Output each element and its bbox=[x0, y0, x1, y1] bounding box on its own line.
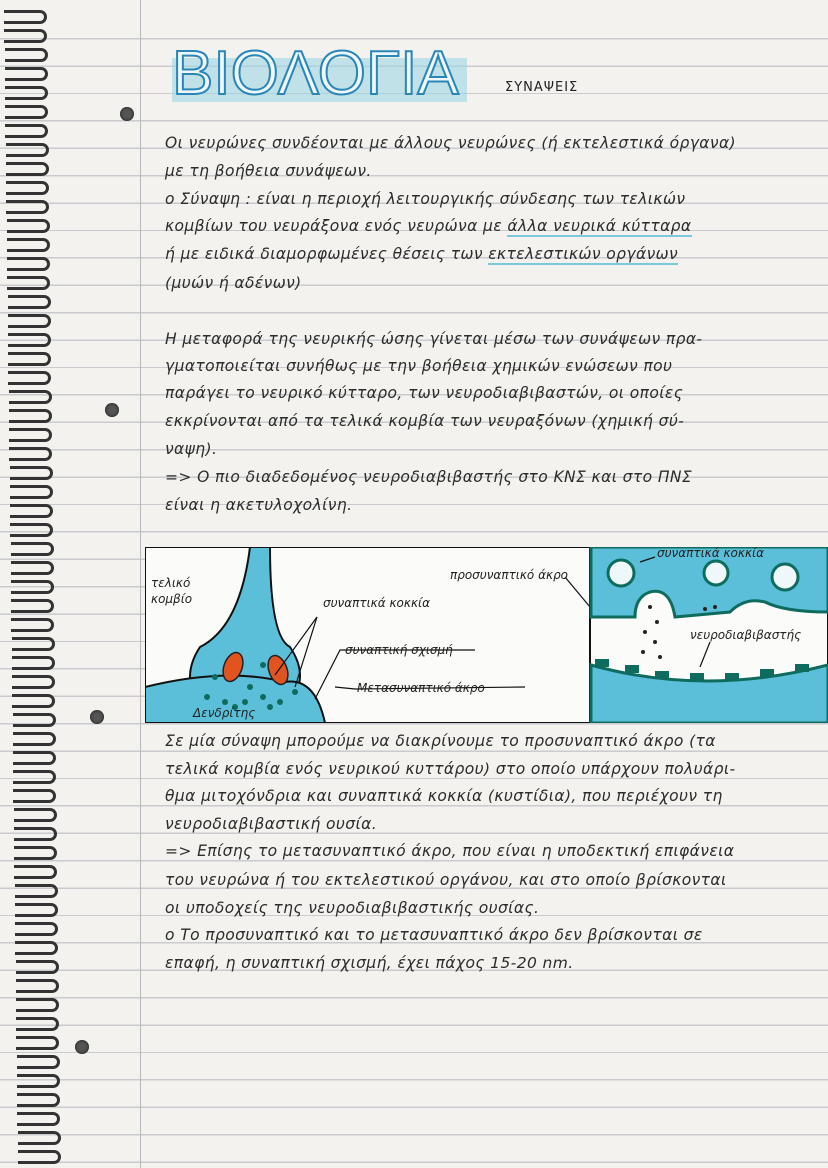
synapse-diagram bbox=[145, 547, 828, 723]
spiral-coil bbox=[10, 523, 53, 537]
underlined-text: άλλα νευρικά κύτταρα bbox=[507, 217, 692, 235]
text-line: επαφή, η συναπτική σχισμή, έχει πάχος 15-20 nm. bbox=[165, 954, 574, 972]
spiral-coil bbox=[6, 162, 49, 176]
spiral-coil bbox=[17, 1093, 60, 1107]
label-terminal-2: κομβίο bbox=[151, 592, 193, 606]
spiral-coil bbox=[17, 1055, 60, 1069]
spiral-coil bbox=[12, 675, 55, 689]
spiral-coil bbox=[15, 903, 58, 917]
spiral-coil bbox=[11, 599, 54, 613]
text-line: => Επίσης το μετασυναπτικό άκρο, που είναι η υποδεκτική επιφάνεια bbox=[165, 842, 735, 860]
spiral-coil bbox=[15, 922, 58, 936]
spiral-coil bbox=[14, 846, 57, 860]
spiral-coil bbox=[11, 542, 54, 556]
label-pre: προσυναπτικό άκρο bbox=[450, 568, 569, 582]
punch-hole bbox=[105, 403, 119, 417]
text-line: τελικά κομβία ενός νευρικού κυττάρου) στο οποίο υπάρχουν πολυάρι- bbox=[165, 760, 736, 778]
spiral-coil bbox=[5, 124, 48, 138]
spiral-coil bbox=[16, 979, 59, 993]
spiral-coil bbox=[13, 713, 56, 727]
spiral-coil bbox=[4, 10, 47, 24]
spiral-binding bbox=[0, 0, 60, 1168]
spiral-coil bbox=[11, 618, 54, 632]
spiral-coil bbox=[8, 314, 51, 328]
spiral-coil bbox=[13, 770, 56, 784]
spiral-coil bbox=[7, 276, 50, 290]
spiral-coil bbox=[9, 428, 52, 442]
page-title: ΒΙΟΛΟΓΙΑ bbox=[172, 39, 459, 108]
label-dendrite: Δενδρίτης bbox=[193, 706, 256, 720]
spiral-coil bbox=[7, 238, 50, 252]
spiral-coil bbox=[18, 1150, 61, 1164]
spiral-coil bbox=[7, 219, 50, 233]
spiral-coil bbox=[8, 352, 51, 366]
text-line bbox=[165, 245, 678, 263]
label-neurotransmitter: νευροδιαβιβαστής bbox=[690, 628, 802, 642]
spiral-coil bbox=[14, 808, 57, 822]
spiral-coil bbox=[11, 580, 54, 594]
spiral-coil bbox=[17, 1074, 60, 1088]
text-line: του νευρώνα ή του εκτελεστικού οργάνου, και στο οποίο βρίσκονται bbox=[165, 871, 727, 889]
spiral-coil bbox=[9, 447, 52, 461]
spiral-coil bbox=[6, 181, 49, 195]
spiral-coil bbox=[10, 485, 53, 499]
spiral-coil bbox=[12, 637, 55, 651]
label-cleft: συναπτική σχισμή bbox=[345, 643, 453, 657]
spiral-coil bbox=[6, 143, 49, 157]
spiral-coil bbox=[14, 865, 57, 879]
text-line: παράγει το νευρικό κύτταρο, των νευροδιαβιβαστών, οι οποίες bbox=[165, 384, 684, 402]
text-line: με τη βοήθεια συνάψεων. bbox=[165, 162, 372, 180]
text-line bbox=[165, 217, 692, 235]
text-line: γματοποιείται συνήθως με την βοήθεια χημικών ενώσεων που bbox=[165, 357, 673, 375]
text-line: θμα μιτοχόνδρια και συναπτικά κοκκία (κυστίδια), που περιέχουν τη bbox=[165, 787, 723, 805]
label-terminal-1: τελικό bbox=[151, 576, 191, 590]
spiral-coil bbox=[5, 86, 48, 100]
spiral-coil bbox=[4, 29, 47, 43]
spiral-coil bbox=[13, 732, 56, 746]
spiral-coil bbox=[12, 656, 55, 670]
punch-hole bbox=[90, 710, 104, 724]
spiral-coil bbox=[12, 694, 55, 708]
spiral-coil bbox=[8, 295, 51, 309]
spiral-coil bbox=[9, 390, 52, 404]
spiral-coil bbox=[17, 1112, 60, 1126]
text: κομβίων του νευράξονα ενός νευρώνα με bbox=[165, 217, 508, 235]
spiral-coil bbox=[10, 466, 53, 480]
label-right-vesicles: συναπτικά κοκκία bbox=[657, 547, 764, 560]
spiral-coil bbox=[10, 504, 53, 518]
spiral-coil bbox=[8, 333, 51, 347]
spiral-coil bbox=[5, 105, 48, 119]
spiral-coil bbox=[13, 751, 56, 765]
spiral-coil bbox=[5, 48, 48, 62]
margin-line bbox=[140, 0, 141, 1168]
punch-hole bbox=[120, 107, 134, 121]
spiral-coil bbox=[8, 371, 51, 385]
text-line: Σε μία σύναψη μπορούμε να διακρίνουμε το προσυναπτικό άκρο (τα bbox=[165, 732, 716, 750]
text-line: ναψη). bbox=[165, 440, 218, 458]
text-line: νευροδιαβιβαστική ουσία. bbox=[165, 815, 378, 833]
spiral-coil bbox=[16, 998, 59, 1012]
text-line: (μυών ή αδένων) bbox=[165, 274, 302, 292]
punch-hole bbox=[75, 1040, 89, 1054]
text-line: εκκρίνονται από τα τελικά κομβία των νευραξόνων (χημική σύ- bbox=[165, 412, 685, 430]
text-line: οι υποδοχείς της νευροδιαβιβαστικής ουσίας. bbox=[165, 899, 540, 917]
spiral-coil bbox=[14, 827, 57, 841]
spiral-coil bbox=[7, 257, 50, 271]
spiral-coil bbox=[13, 789, 56, 803]
text-line: => Ο πιο διαδεδομένος νευροδιαβιβαστής στο ΚΝΣ και στο ΠΝΣ bbox=[165, 468, 693, 486]
spiral-coil bbox=[15, 884, 58, 898]
text: ή με ειδικά διαμορφωμένες θέσεις των bbox=[165, 245, 489, 263]
spiral-coil bbox=[16, 1036, 59, 1050]
spiral-coil bbox=[11, 561, 54, 575]
text-line: Οι νευρώνες συνδέονται με άλλους νευρώνες (ή εκτελεστικά όργανα) bbox=[165, 134, 737, 152]
text-line: είναι η ακετυλοχολίνη. bbox=[165, 496, 353, 514]
spiral-coil bbox=[9, 409, 52, 423]
spiral-coil bbox=[16, 1017, 59, 1031]
text-line: ο Το προσυναπτικό και το μετασυναπτικό άκρο δεν βρίσκονται σε bbox=[165, 926, 703, 944]
page-subtitle: ΣΥΝΑΨΕΙΣ bbox=[505, 80, 579, 95]
text-line: Η μεταφορά της νευρικής ώσης γίνεται μέσω των συνάψεων πρα- bbox=[165, 330, 703, 348]
spiral-coil bbox=[5, 67, 48, 81]
spiral-coil bbox=[6, 200, 49, 214]
text-line: ο Σύναψη : είναι η περιοχή λειτουργικής σύνδεσης των τελικών bbox=[165, 190, 686, 208]
spiral-coil bbox=[16, 960, 59, 974]
underlined-text: εκτελεστικών οργάνων bbox=[488, 245, 679, 263]
spiral-coil bbox=[18, 1131, 61, 1145]
spiral-coil bbox=[15, 941, 58, 955]
label-post: Μετασυναπτικό άκρο bbox=[357, 681, 485, 695]
label-vesicles: συναπτικά κοκκία bbox=[323, 596, 430, 610]
